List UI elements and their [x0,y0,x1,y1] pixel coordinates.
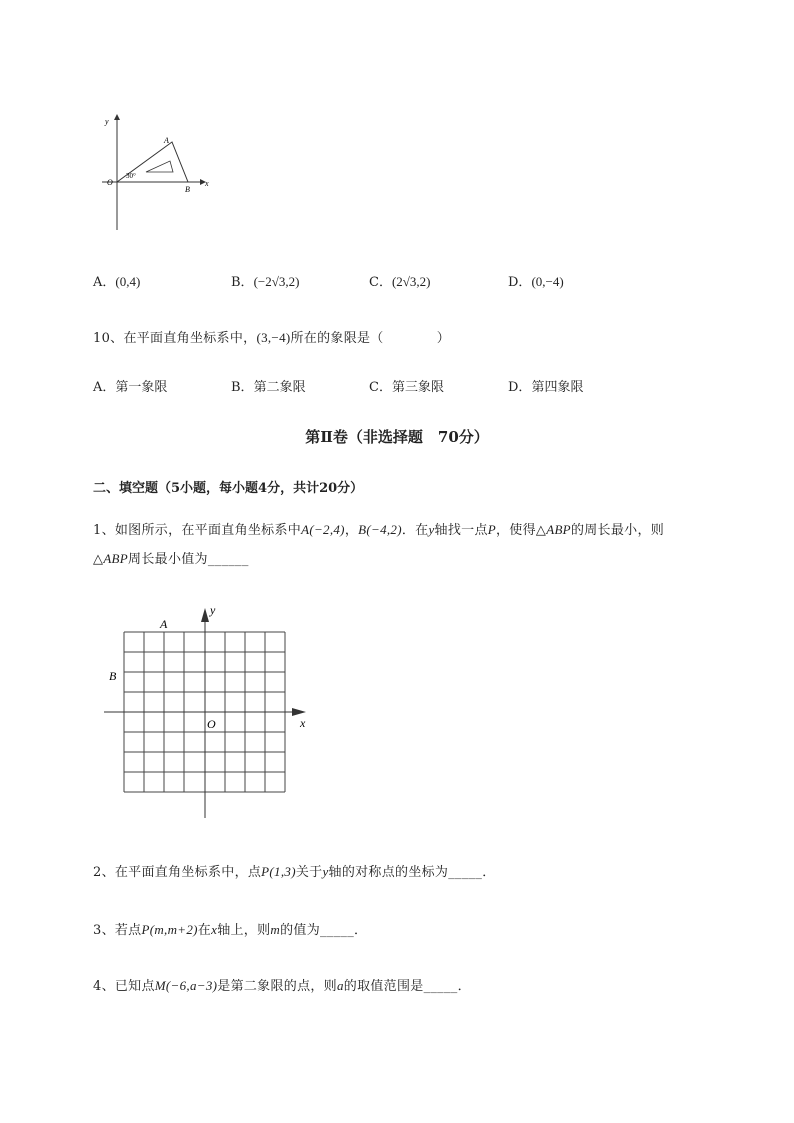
q10-option-a: A．第一象限 [93,380,168,395]
angle-label: 30° [126,172,136,180]
fill-question-1-line1: 1、如图所示，在平面直角坐标系中A(−2,4)，B(−4,2)．在y轴找一点P，使得△ABP的周长最小，则 [93,522,665,538]
y-axis-arrow [201,608,209,622]
inner-triangle [146,161,173,172]
grid-figure [100,600,315,820]
y-axis-arrow [114,114,120,120]
triangle-figure [100,110,215,235]
q9-option-d: D．(0,−4) [508,274,564,290]
q9-option-c: C．(2√3,2) [369,274,431,290]
x-axis-arrow [292,708,306,716]
point-a-label: A [164,136,169,145]
y-axis-label: y [105,117,109,126]
y-axis-label: y [210,603,216,617]
point-a-label: A [160,617,168,631]
x-axis-label: x [300,716,306,730]
q9-option-b: B．(−2√3,2) [231,274,300,290]
part-2-title: 第Ⅱ卷（非选择题 70分） [305,428,489,446]
q10-option-d: D．第四象限 [508,380,584,395]
q10-option-b: B．第二象限 [231,380,306,395]
q10-option-c: C．第三象限 [369,380,444,395]
fill-question-1-line2: △ABP周长最小值为______ [93,551,249,567]
point-b-label: B [185,185,190,194]
fill-question-3: 3、若点P(m,m+2)在x轴上，则m的值为_____． [93,922,368,938]
fill-question-4: 4、已知点M(−6,a−3)是第二象限的点，则a的取值范围是_____． [93,978,471,994]
origin-label: O [207,717,216,731]
q9-option-a: A．(0,4) [93,274,141,290]
section-2-title: 二、填空题（5小题，每小题4分，共计20分） [93,481,364,496]
fill-question-2: 2、在平面直角坐标系中，点P(1,3)关于y轴的对称点的坐标为_____． [93,864,496,880]
origin-label: O [107,178,113,187]
point-b-label: B [109,669,117,683]
question-10: 10、在平面直角坐标系中，(3,−4)所在的象限是（ ） [93,330,451,346]
x-axis-label: x [205,179,209,188]
